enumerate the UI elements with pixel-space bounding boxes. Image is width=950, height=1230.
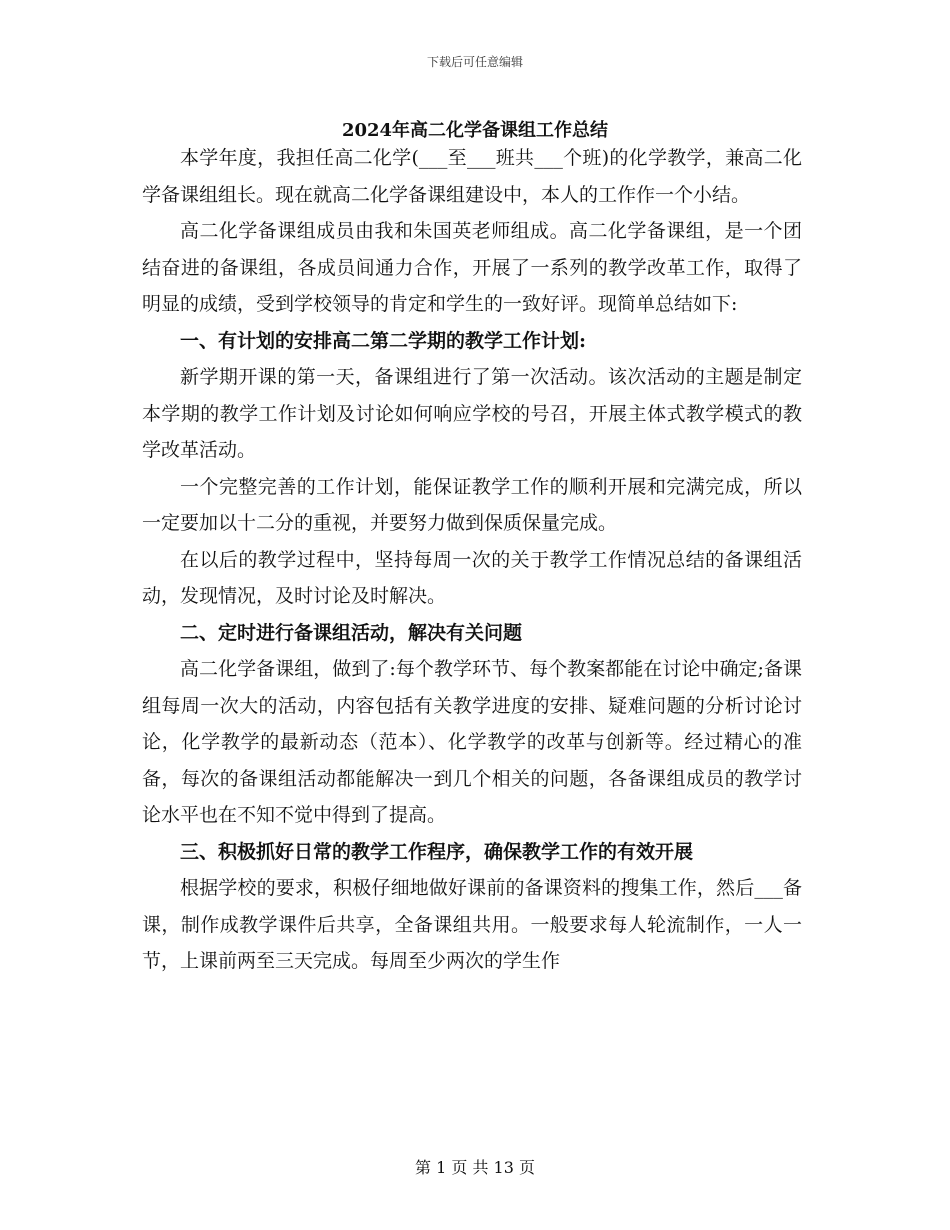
paragraph-intro: 本学年度，我担任高二化学(___至___班共___个班)的化学教学，兼高二化学备课组组长。现在就高二化学备课组建设中，本人的工作作一个小结。 [142, 147, 802, 206]
section-heading-3: 三、积极抓好日常的教学工作程序，确保教学工作的有效开展 [180, 840, 694, 863]
paragraph-weekly-summary: 在以后的教学过程中，坚持每周一次的关于教学工作情况总结的备课组活动，发现情况，及时讨论及时解决。 [142, 548, 802, 607]
section-heading-2: 二、定时进行备课组活动，解决有关问题 [180, 621, 523, 644]
document-title: 2024年高二化学备课组工作总结 [341, 120, 609, 141]
document-body [142, 140, 802, 980]
paragraph-first-activity: 新学期开课的第一天，备课组进行了第一次活动。该次活动的主题是制定本学期的教学工作计划及讨论如何响应学校的号召，开展主体式教学模式的教学改革活动。 [142, 366, 802, 461]
section-heading-1: 一、有计划的安排高二第二学期的教学工作计划: [180, 329, 587, 352]
paragraph-group-activities: 高二化学备课组，做到了:每个教学环节、每个教案都能在讨论中确定;备课组每周一次大的活动，内容包括有关教学进度的安排、疑难问题的分析讨论讨论，化学教学的最新动态（范本）、化学教学的改革与创新等。经过精心的准备，每次的备课组活动都能解决一到几个相关的问题，各备课组成员的教学讨论水平也在不知不觉中得到了提高。 [142, 658, 802, 826]
page-header-note: 下载后可任意编辑 [426, 55, 523, 69]
paragraph-daily-work: 根据学校的要求，积极仔细地做好课前的备课资料的搜集工作，然后___备课，制作成教学课件后共享，全备课组共用。一般要求每人轮流制作，一人一节，上课前两至三天完成。每周至少两次的学生作 [142, 877, 802, 972]
page-number: 第 1 页 共 13 页 [415, 1158, 535, 1177]
paragraph-team: 高二化学备课组成员由我和朱国英老师组成。高二化学备课组，是一个团结奋进的备课组，各成员间通力合作，开展了一系列的教学改革工作，取得了明显的成绩，受到学校领导的肯定和学生的一致好评。现简单总结如下: [142, 220, 802, 315]
paragraph-work-plan: 一个完整完善的工作计划，能保证教学工作的顺利开展和完满完成，所以一定要加以十二分的重视，并要努力做到保质保量完成。 [142, 475, 802, 534]
